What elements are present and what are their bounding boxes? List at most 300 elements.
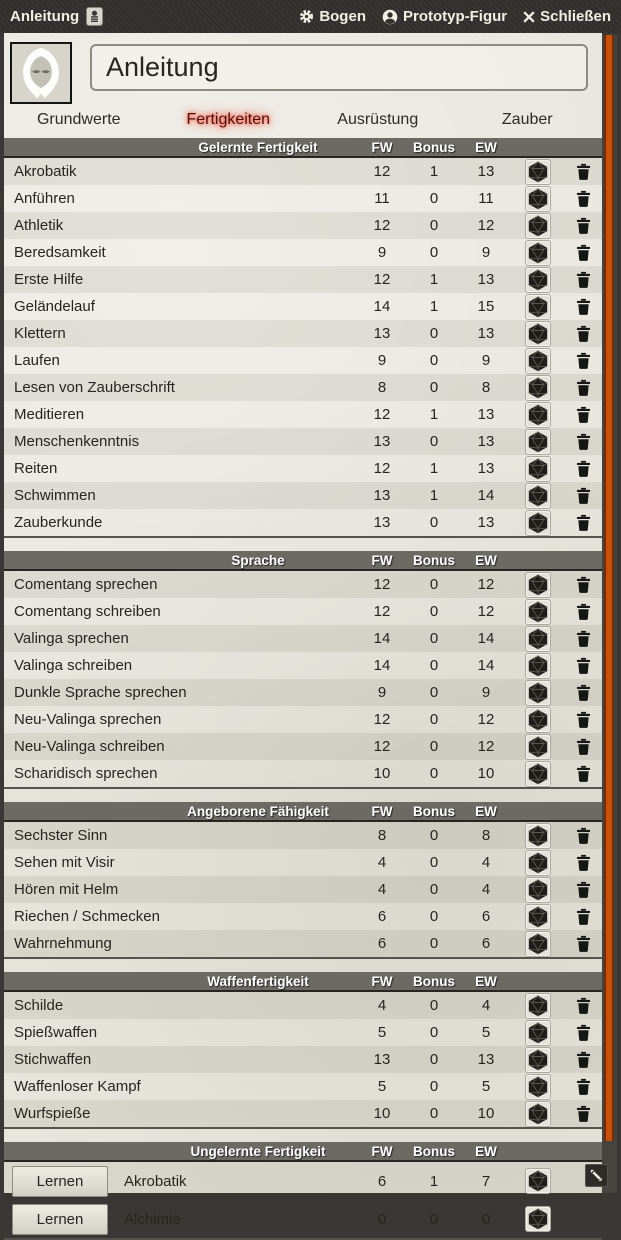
d20-die-icon xyxy=(527,512,549,534)
die-cell xyxy=(512,680,564,706)
trash-cell xyxy=(564,217,602,234)
ew-value: 8 xyxy=(481,827,491,844)
trash-icon xyxy=(576,576,591,593)
column-header-bonus: Bonus xyxy=(413,552,455,568)
column-header-ew: EW xyxy=(475,1143,497,1159)
delete-skill-button[interactable] xyxy=(576,1078,591,1095)
column-header-ew: EW xyxy=(475,803,497,819)
delete-skill-button[interactable] xyxy=(576,190,591,207)
character-header xyxy=(4,42,602,104)
trash-icon xyxy=(576,881,591,898)
skill-section xyxy=(4,972,602,1129)
d20-die-icon xyxy=(527,161,549,183)
delete-skill-button[interactable] xyxy=(576,298,591,315)
delete-skill-button[interactable] xyxy=(576,630,591,647)
skill-row xyxy=(4,455,602,482)
die-cell xyxy=(512,761,564,787)
skill-name: Schwimmen xyxy=(14,487,96,504)
delete-skill-button[interactable] xyxy=(576,684,591,701)
ew-value: 4 xyxy=(481,881,491,898)
skill-row xyxy=(4,652,602,679)
bonus-value: 0 xyxy=(429,1024,439,1041)
delete-skill-button[interactable] xyxy=(576,765,591,782)
ew-value: 9 xyxy=(481,244,491,261)
trash-icon xyxy=(576,1024,591,1041)
tab-ausruestung[interactable]: Ausrüstung xyxy=(337,111,419,128)
section-header xyxy=(4,138,602,158)
skill-section xyxy=(4,1142,602,1240)
sheet-content xyxy=(4,33,602,1228)
skill-row xyxy=(4,706,602,733)
bonus-value: 0 xyxy=(429,827,439,844)
skill-section xyxy=(4,802,602,959)
die-cell xyxy=(512,1074,564,1100)
skill-name: Stichwaffen xyxy=(14,1051,92,1068)
delete-skill-button[interactable] xyxy=(576,433,591,450)
bonus-value: 0 xyxy=(429,514,439,531)
delete-skill-button[interactable] xyxy=(576,352,591,369)
ew-value: 15 xyxy=(477,298,495,315)
skill-name: Meditieren xyxy=(14,406,85,423)
fw-value: 13 xyxy=(373,325,391,342)
trash-icon xyxy=(576,406,591,423)
bonus-value: 0 xyxy=(429,379,439,396)
fw-value: 8 xyxy=(377,379,387,396)
skill-name: Spießwaffen xyxy=(14,1024,98,1041)
d20-die-icon xyxy=(527,852,549,874)
delete-skill-button[interactable] xyxy=(576,163,591,180)
trash-icon xyxy=(576,854,591,871)
roll-die-button[interactable] xyxy=(525,348,551,374)
fw-value: 9 xyxy=(377,244,387,261)
d20-die-icon xyxy=(527,736,549,758)
skill-name: Zauberkunde xyxy=(14,514,103,531)
fw-value: 4 xyxy=(377,854,387,871)
bonus-value: 0 xyxy=(429,711,439,728)
roll-die-button[interactable] xyxy=(525,321,551,347)
ew-value: 13 xyxy=(477,514,495,531)
delete-skill-button[interactable] xyxy=(576,1105,591,1122)
roll-die-button[interactable] xyxy=(525,240,551,266)
bonus-value: 0 xyxy=(429,244,439,261)
roll-die-button[interactable] xyxy=(525,159,551,185)
ew-value: 13 xyxy=(477,433,495,450)
skill-name: Dunkle Sprache sprechen xyxy=(14,684,187,701)
column-header-ew: EW xyxy=(475,552,497,568)
skill-name: Akrobatik xyxy=(124,1172,187,1190)
die-cell xyxy=(512,348,564,374)
d20-die-icon xyxy=(527,404,549,426)
bonus-value: 0 xyxy=(429,657,439,674)
skill-row xyxy=(4,320,602,347)
delete-skill-button[interactable] xyxy=(576,460,591,477)
die-cell xyxy=(512,240,564,266)
section-title: Waffenfertigkeit xyxy=(207,973,309,989)
delete-skill-button[interactable] xyxy=(576,487,591,504)
trash-cell xyxy=(564,244,602,261)
tab-grundwerte[interactable]: Grundwerte xyxy=(36,111,121,128)
column-header-fw: FW xyxy=(371,552,393,568)
bonus-value: 0 xyxy=(429,352,439,369)
fw-value: 14 xyxy=(373,630,391,647)
die-cell xyxy=(512,599,564,625)
fw-value: 12 xyxy=(373,163,391,180)
ew-value: 12 xyxy=(477,217,495,234)
trash-icon xyxy=(576,1051,591,1068)
delete-skill-button[interactable] xyxy=(576,1051,591,1068)
d20-die-icon xyxy=(527,296,549,318)
roll-die-button[interactable] xyxy=(525,572,551,598)
die-cell xyxy=(512,294,564,320)
fw-value: 6 xyxy=(377,1172,387,1190)
fw-value: 8 xyxy=(377,827,387,844)
delete-skill-button[interactable] xyxy=(576,271,591,288)
roll-die-button[interactable] xyxy=(525,823,551,849)
skill-row xyxy=(4,509,602,536)
bonus-value: 1 xyxy=(429,1172,439,1190)
roll-die-button[interactable] xyxy=(525,680,551,706)
skill-name: Neu-Valinga sprechen xyxy=(14,711,162,728)
skill-name: Waffenloser Kampf xyxy=(14,1078,141,1095)
skill-row xyxy=(4,733,602,760)
trash-icon xyxy=(576,433,591,450)
roll-die-button[interactable] xyxy=(525,429,551,455)
d20-die-icon xyxy=(527,485,549,507)
bogen-button[interactable] xyxy=(299,8,366,25)
trash-cell xyxy=(564,1105,602,1122)
trash-icon xyxy=(576,765,591,782)
d20-die-icon xyxy=(527,431,549,453)
fw-value: 12 xyxy=(373,460,391,477)
trash-cell xyxy=(564,765,602,782)
trash-icon xyxy=(576,190,591,207)
fw-value: 13 xyxy=(373,1051,391,1068)
bonus-value: 0 xyxy=(429,217,439,234)
column-header-fw: FW xyxy=(371,139,393,155)
roll-die-button[interactable] xyxy=(525,707,551,733)
roll-die-button[interactable] xyxy=(525,1047,551,1073)
ew-value: 4 xyxy=(481,997,491,1014)
close-icon xyxy=(523,11,535,23)
bonus-value: 1 xyxy=(429,406,439,423)
fw-value: 0 xyxy=(377,1210,387,1228)
trash-icon xyxy=(576,244,591,261)
roll-die-button[interactable] xyxy=(525,1020,551,1046)
roll-die-button[interactable] xyxy=(525,510,551,536)
skill-row xyxy=(4,930,602,957)
skill-name: Neu-Valinga schreiben xyxy=(14,738,165,755)
column-header-bonus: Bonus xyxy=(413,1143,455,1159)
section-title: Sprache xyxy=(231,552,285,568)
character-name-input[interactable] xyxy=(90,44,588,91)
trash-icon xyxy=(576,738,591,755)
skill-row xyxy=(4,1162,602,1200)
die-cell xyxy=(512,931,564,957)
fw-value: 10 xyxy=(373,1105,391,1122)
delete-skill-button[interactable] xyxy=(576,217,591,234)
scrollbar-track[interactable] xyxy=(602,35,617,1193)
roll-die-button[interactable] xyxy=(525,483,551,509)
skill-name: Laufen xyxy=(14,352,60,369)
section-title: Gelernte Fertigkeit xyxy=(198,139,318,155)
skill-row xyxy=(4,1100,602,1127)
skill-name: Riechen / Schmecken xyxy=(14,908,160,925)
die-cell xyxy=(512,1020,564,1046)
trash-cell xyxy=(564,881,602,898)
die-cell xyxy=(512,1101,564,1127)
fw-value: 14 xyxy=(373,298,391,315)
delete-skill-button[interactable] xyxy=(576,325,591,342)
learn-button[interactable]: Lernen xyxy=(12,1166,108,1197)
bonus-value: 0 xyxy=(429,325,439,342)
fw-value: 5 xyxy=(377,1024,387,1041)
ew-value: 9 xyxy=(481,352,491,369)
bonus-value: 0 xyxy=(429,997,439,1014)
skill-name: Klettern xyxy=(14,325,66,342)
roll-die-button[interactable] xyxy=(525,375,551,401)
roll-die-button[interactable] xyxy=(525,904,551,930)
bonus-value: 0 xyxy=(429,935,439,952)
die-cell xyxy=(512,904,564,930)
skill-row xyxy=(4,158,602,185)
ew-value: 5 xyxy=(481,1078,491,1095)
delete-skill-button[interactable] xyxy=(576,997,591,1014)
skill-row xyxy=(4,1073,602,1100)
ew-value: 14 xyxy=(477,657,495,674)
skill-name: Alchimie xyxy=(124,1210,181,1228)
skill-row xyxy=(4,266,602,293)
bonus-value: 0 xyxy=(429,1105,439,1122)
d20-die-icon xyxy=(527,763,549,785)
die-cell xyxy=(512,159,564,185)
roll-die-button[interactable] xyxy=(525,186,551,212)
trash-cell xyxy=(564,657,602,674)
roll-die-button[interactable] xyxy=(525,626,551,652)
roll-die-button[interactable] xyxy=(525,931,551,957)
bonus-value: 0 xyxy=(429,433,439,450)
delete-skill-button[interactable] xyxy=(576,711,591,728)
ew-value: 5 xyxy=(481,1024,491,1041)
skill-name: Akrobatik xyxy=(14,163,77,180)
delete-skill-button[interactable] xyxy=(576,908,591,925)
bonus-value: 0 xyxy=(429,1051,439,1068)
titlebar xyxy=(0,0,621,33)
ew-value: 4 xyxy=(481,854,491,871)
trash-icon xyxy=(576,684,591,701)
roll-die-button[interactable] xyxy=(525,993,551,1019)
d20-die-icon xyxy=(527,188,549,210)
die-cell xyxy=(512,402,564,428)
d20-die-icon xyxy=(527,825,549,847)
trash-cell xyxy=(564,908,602,925)
d20-die-icon xyxy=(527,628,549,650)
ew-value: 6 xyxy=(481,908,491,925)
delete-skill-button[interactable] xyxy=(576,379,591,396)
section-header xyxy=(4,551,602,571)
roll-die-button[interactable] xyxy=(525,1101,551,1127)
roll-die-button[interactable] xyxy=(525,213,551,239)
roll-die-button[interactable] xyxy=(525,850,551,876)
delete-skill-button[interactable] xyxy=(576,514,591,531)
schliessen-button[interactable] xyxy=(523,8,611,25)
roll-die-button[interactable] xyxy=(525,402,551,428)
d20-die-icon xyxy=(527,682,549,704)
fw-value: 10 xyxy=(373,765,391,782)
ew-value: 12 xyxy=(477,603,495,620)
bonus-value: 1 xyxy=(429,271,439,288)
delete-skill-button[interactable] xyxy=(576,244,591,261)
roll-die-button[interactable] xyxy=(525,1168,551,1194)
ew-value: 9 xyxy=(481,684,491,701)
skill-row xyxy=(4,401,602,428)
trash-cell xyxy=(564,406,602,423)
trash-cell xyxy=(564,1024,602,1041)
skill-name: Menschenkenntnis xyxy=(14,433,140,450)
bonus-value: 0 xyxy=(429,881,439,898)
column-header-ew: EW xyxy=(475,973,497,989)
skill-name: Valinga sprechen xyxy=(14,630,129,647)
column-header-fw: FW xyxy=(371,973,393,989)
prototyp-figur-button[interactable] xyxy=(382,8,507,25)
trash-icon xyxy=(576,298,591,315)
bonus-value: 1 xyxy=(429,298,439,315)
skill-name: Comentang sprechen xyxy=(14,576,158,593)
skill-name: Scharidisch sprechen xyxy=(14,765,158,782)
skill-row xyxy=(4,212,602,239)
d20-die-icon xyxy=(527,377,549,399)
skill-name: Schilde xyxy=(14,997,64,1014)
delete-skill-button[interactable] xyxy=(576,1024,591,1041)
trash-cell xyxy=(564,271,602,288)
fw-value: 9 xyxy=(377,684,387,701)
trash-cell xyxy=(564,1051,602,1068)
ew-value: 6 xyxy=(481,935,491,952)
roll-die-button[interactable] xyxy=(525,294,551,320)
delete-skill-button[interactable] xyxy=(576,406,591,423)
trash-cell xyxy=(564,630,602,647)
d20-die-icon xyxy=(527,1170,549,1192)
roll-die-button[interactable] xyxy=(525,877,551,903)
fw-value: 12 xyxy=(373,271,391,288)
skill-row xyxy=(4,571,602,598)
trash-cell xyxy=(564,854,602,871)
delete-skill-button[interactable] xyxy=(576,935,591,952)
fw-value: 12 xyxy=(373,406,391,423)
roll-die-button[interactable] xyxy=(525,1074,551,1100)
learn-button[interactable]: Lernen xyxy=(12,1204,108,1235)
skill-row xyxy=(4,849,602,876)
roll-die-button[interactable] xyxy=(525,653,551,679)
skill-row xyxy=(4,1019,602,1046)
book-icon[interactable] xyxy=(86,7,103,26)
skill-sections xyxy=(4,138,602,1240)
fw-value: 11 xyxy=(374,190,390,207)
trash-cell xyxy=(564,325,602,342)
skill-row xyxy=(4,822,602,849)
die-cell xyxy=(512,850,564,876)
section-header xyxy=(4,972,602,992)
section-header xyxy=(4,802,602,822)
column-header-bonus: Bonus xyxy=(413,803,455,819)
trash-cell xyxy=(564,379,602,396)
roll-die-button[interactable] xyxy=(525,761,551,787)
scrollbar-thumb[interactable] xyxy=(604,35,614,1141)
delete-skill-button[interactable] xyxy=(576,657,591,674)
die-cell xyxy=(512,1168,564,1194)
d20-die-icon xyxy=(527,215,549,237)
skill-name: Geländelauf xyxy=(14,298,95,315)
roll-die-button[interactable] xyxy=(525,267,551,293)
d20-die-icon xyxy=(527,458,549,480)
bonus-value: 0 xyxy=(429,684,439,701)
ew-value: 13 xyxy=(477,271,495,288)
ew-value: 10 xyxy=(477,765,495,782)
skill-name: Sechster Sinn xyxy=(14,827,108,844)
trash-cell xyxy=(564,711,602,728)
trash-cell xyxy=(564,487,602,504)
ew-value: 13 xyxy=(477,1051,495,1068)
trash-cell xyxy=(564,738,602,755)
skill-name: Reiten xyxy=(14,460,58,477)
trash-cell xyxy=(564,298,602,315)
skill-row xyxy=(4,347,602,374)
roll-die-button[interactable] xyxy=(525,456,551,482)
trash-icon xyxy=(576,271,591,288)
delete-skill-button[interactable] xyxy=(576,854,591,871)
skill-name: Lesen von Zauberschrift xyxy=(14,379,175,396)
trash-icon xyxy=(576,630,591,647)
d20-die-icon xyxy=(527,269,549,291)
d20-die-icon xyxy=(527,601,549,623)
book-icon-glyph xyxy=(89,10,100,23)
delete-skill-button[interactable] xyxy=(576,738,591,755)
d20-die-icon xyxy=(527,906,549,928)
roll-die-button[interactable] xyxy=(525,1206,551,1232)
tab-zauber[interactable]: Zauber xyxy=(501,111,553,128)
resize-handle[interactable] xyxy=(585,1164,608,1187)
section-title: Ungelernte Fertigkeit xyxy=(190,1143,326,1159)
die-cell xyxy=(512,626,564,652)
bonus-value: 0 xyxy=(429,576,439,593)
bonus-value: 0 xyxy=(429,603,439,620)
tab-fertigkeiten[interactable]: Fertigkeiten xyxy=(186,111,271,128)
fw-value: 14 xyxy=(373,657,391,674)
skill-row xyxy=(4,185,602,212)
die-cell xyxy=(512,429,564,455)
delete-skill-button[interactable] xyxy=(576,576,591,593)
ew-value: 12 xyxy=(477,576,495,593)
die-cell xyxy=(512,877,564,903)
fw-value: 9 xyxy=(377,352,387,369)
trash-cell xyxy=(564,1078,602,1095)
skill-row xyxy=(4,876,602,903)
ew-value: 13 xyxy=(477,325,495,342)
bonus-value: 0 xyxy=(429,190,439,207)
trash-cell xyxy=(564,163,602,180)
die-cell xyxy=(512,993,564,1019)
skill-row xyxy=(4,374,602,401)
delete-skill-button[interactable] xyxy=(576,881,591,898)
delete-skill-button[interactable] xyxy=(576,603,591,620)
roll-die-button[interactable] xyxy=(525,734,551,760)
d20-die-icon xyxy=(527,1022,549,1044)
character-avatar[interactable] xyxy=(10,42,72,104)
die-cell xyxy=(512,1047,564,1073)
roll-die-button[interactable] xyxy=(525,599,551,625)
trash-icon xyxy=(576,603,591,620)
die-cell xyxy=(512,375,564,401)
delete-skill-button[interactable] xyxy=(576,827,591,844)
